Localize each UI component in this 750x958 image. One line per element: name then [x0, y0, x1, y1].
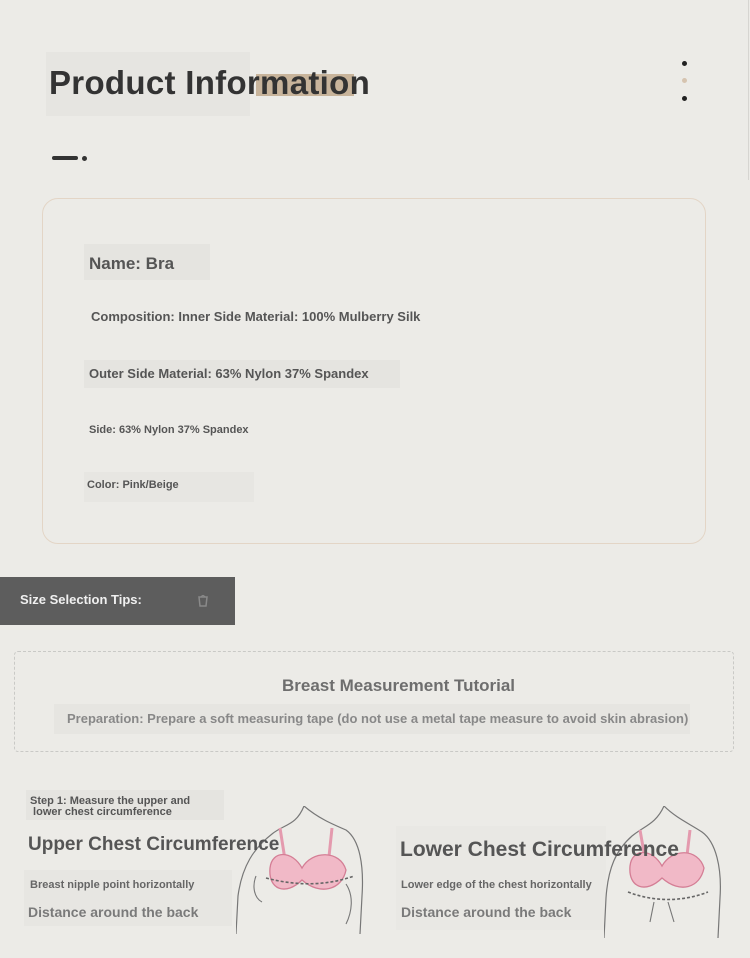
- step-1-line: Step 1: Measure the upper and: [30, 795, 191, 807]
- lower-chest-detail: Lower edge of the chest horizontally: [401, 879, 592, 891]
- size-tips-label: Size Selection Tips:: [20, 592, 142, 607]
- title-underline: [52, 156, 78, 160]
- product-name: Name: Bra: [89, 254, 175, 273]
- product-color: Color: Pink/Beige: [87, 479, 179, 491]
- upper-chest-illustration: [236, 806, 368, 934]
- menu-dot-icon: [682, 61, 687, 66]
- edge-divider: [748, 0, 749, 180]
- step-1-line: lower chest circumference: [30, 806, 172, 818]
- product-side-material: Side: 63% Nylon 37% Spandex: [89, 424, 249, 436]
- upper-chest-detail: Breast nipple point horizontally: [30, 879, 195, 891]
- tutorial-box: [14, 651, 734, 752]
- step-1-label: [30, 796, 230, 818]
- menu-dot-icon: [682, 78, 687, 83]
- page-title: Product Information: [49, 64, 371, 101]
- upper-chest-back: Distance around the back: [28, 904, 199, 920]
- menu-dot-icon: [682, 96, 687, 101]
- lower-chest-heading: Lower Chest Circumference: [400, 838, 679, 861]
- product-outer-material: Outer Side Material: 63% Nylon 37% Spandex: [89, 366, 369, 381]
- title-underline-dot: [82, 156, 87, 161]
- upper-chest-heading: Upper Chest Circumference: [28, 834, 280, 855]
- product-composition: Composition: Inner Side Material: 100% Mulberry Silk: [91, 309, 421, 324]
- lower-chest-back: Distance around the back: [401, 904, 572, 920]
- hanger-icon: [196, 594, 210, 608]
- tutorial-title: Breast Measurement Tutorial: [282, 676, 516, 695]
- lower-chest-illustration: [604, 806, 724, 938]
- preparation-text: Preparation: Prepare a soft measuring tape (do not use a metal tape measure to avoid skin abrasion): [67, 711, 689, 726]
